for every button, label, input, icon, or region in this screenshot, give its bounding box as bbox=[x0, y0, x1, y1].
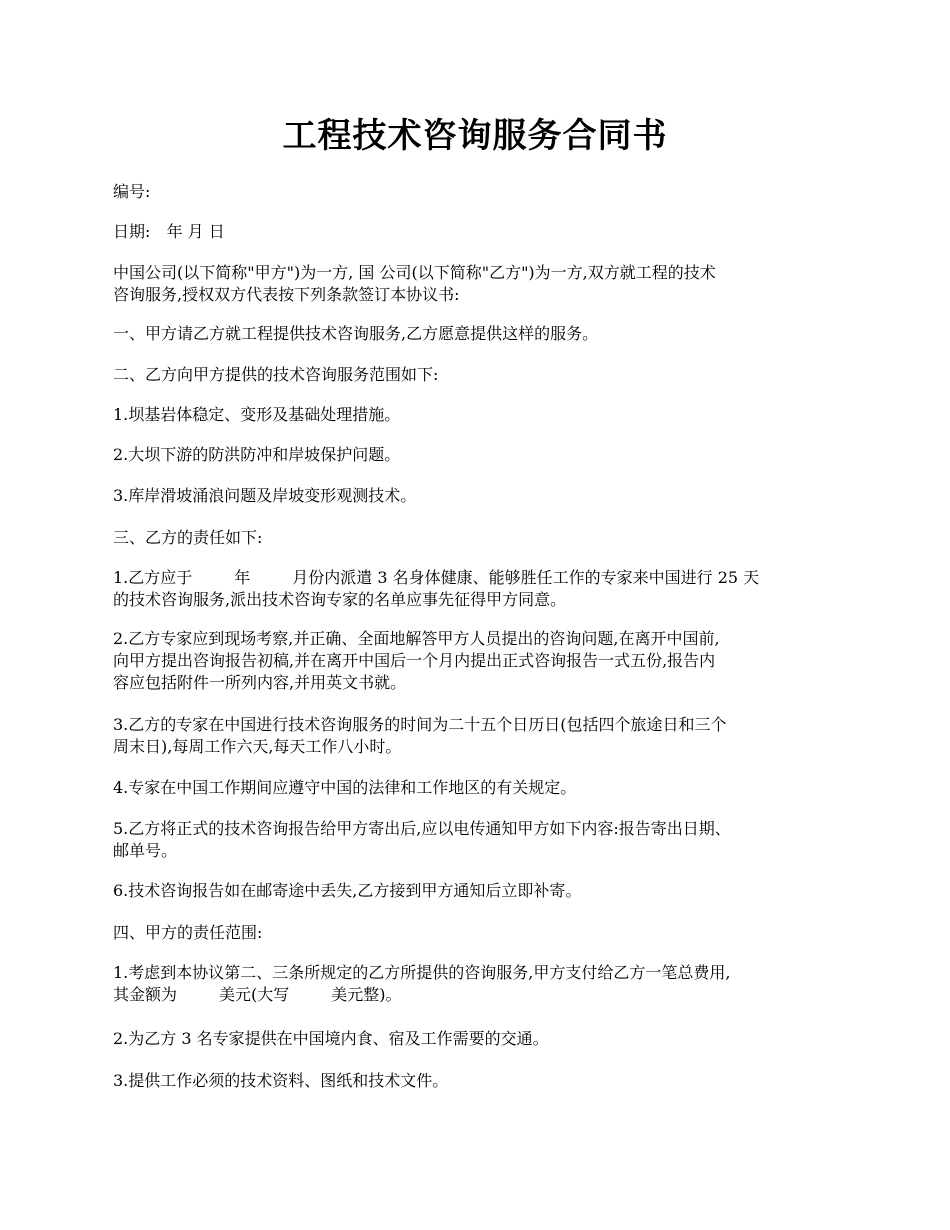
article-4-item-1 bbox=[113, 962, 843, 1006]
article-3-item-3-line-2: 周末日),每周工作六天,每天工作八小时。 bbox=[113, 737, 402, 756]
article-3-item-5 bbox=[113, 818, 843, 862]
article-2-item-3: 3.库岸滑坡涌浪问题及岸坡变形观测技术。 bbox=[113, 486, 417, 505]
article-3-item-2-line-2: 向甲方提出咨询报告初稿,并在离开中国后一个月内提出正式咨询报告一式五份,报告内 bbox=[113, 651, 716, 670]
article-4-item-1-line-1: 1.考虑到本协议第二、三条所规定的乙方所提供的咨询服务,甲方支付给乙方一笔总费用, bbox=[113, 963, 731, 982]
intro-line-2: 咨询服务,授权双方代表按下列条款签订本协议书: bbox=[113, 285, 460, 304]
date-label: 日期: bbox=[113, 222, 151, 241]
article-2-heading: 二、乙方向甲方提供的技术咨询服务范围如下: bbox=[113, 365, 439, 384]
date-fields: 年 月 日 bbox=[166, 222, 225, 241]
article-3-item-1-part-c: 月份内派遣 3 名身体健康、能够胜任工作的专家来中国进行 25 天 bbox=[292, 568, 760, 587]
document-title: 工程技术咨询服务合同书 bbox=[282, 116, 668, 156]
article-3-item-3-line-1: 3.乙方的专家在中国进行技术咨询服务的时间为二十五个日历日(包括四个旅途日和三个 bbox=[113, 715, 727, 734]
article-3-item-3 bbox=[113, 714, 843, 758]
article-3-item-6: 6.技术咨询报告如在邮寄途中丢失,乙方接到甲方通知后立即补寄。 bbox=[113, 881, 582, 900]
article-3-item-5-line-1: 5.乙方将正式的技术咨询报告给甲方寄出后,应以电传通知甲方如下内容:报告寄出日期、 bbox=[113, 819, 731, 838]
article-4-item-1-part-c: 美元整)。 bbox=[331, 985, 402, 1004]
article-3-item-4: 4.专家在中国工作期间应遵守中国的法律和工作地区的有关规定。 bbox=[113, 778, 577, 797]
article-2-item-1: 1.坝基岩体稳定、变形及基础处理措施。 bbox=[113, 405, 401, 424]
article-2-item-2: 2.大坝下游的防洪防冲和岸坡保护问题。 bbox=[113, 445, 401, 464]
article-3-item-2-line-1: 2.乙方专家应到现场考察,并正确、全面地解答甲方人员提出的咨询问题,在离开中国前, bbox=[113, 629, 720, 648]
article-3-heading: 三、乙方的责任如下: bbox=[113, 528, 263, 547]
article-3-item-1 bbox=[113, 567, 843, 611]
intro-line-1: 中国公司(以下简称"甲方")为一方, 国 公司(以下简称"乙方")为一方,双方就工程的技术 bbox=[113, 263, 716, 282]
date-line bbox=[113, 221, 843, 243]
article-3-item-1-line-2: 的技术咨询服务,派出技术咨询专家的名单应事先征得甲方同意。 bbox=[113, 590, 567, 609]
number-line bbox=[113, 181, 843, 203]
article-3-item-1-part-a: 1.乙方应于 bbox=[113, 568, 193, 587]
article-3-item-1-part-b: 年 bbox=[234, 568, 251, 587]
article-3-item-5-line-2: 邮单号。 bbox=[113, 841, 178, 860]
article-4-item-1-part-b: 美元(大写 bbox=[219, 985, 290, 1004]
article-4-item-1-part-a: 其金额为 bbox=[113, 985, 178, 1004]
article-4-item-3: 3.提供工作必须的技术资料、图纸和技术文件。 bbox=[113, 1071, 449, 1090]
article-4-heading: 四、甲方的责任范围: bbox=[113, 923, 263, 942]
article-1: 一、甲方请乙方就工程提供技术咨询服务,乙方愿意提供这样的服务。 bbox=[113, 324, 599, 343]
intro-paragraph bbox=[113, 262, 843, 306]
article-4-item-2: 2.为乙方 3 名专家提供在中国境内食、宿及工作需要的交通。 bbox=[113, 1029, 549, 1048]
number-label: 编号: bbox=[113, 182, 151, 201]
article-3-item-2-line-3: 容应包括附件一所列内容,并用英文书就。 bbox=[113, 673, 407, 692]
article-3-item-2 bbox=[113, 628, 843, 694]
